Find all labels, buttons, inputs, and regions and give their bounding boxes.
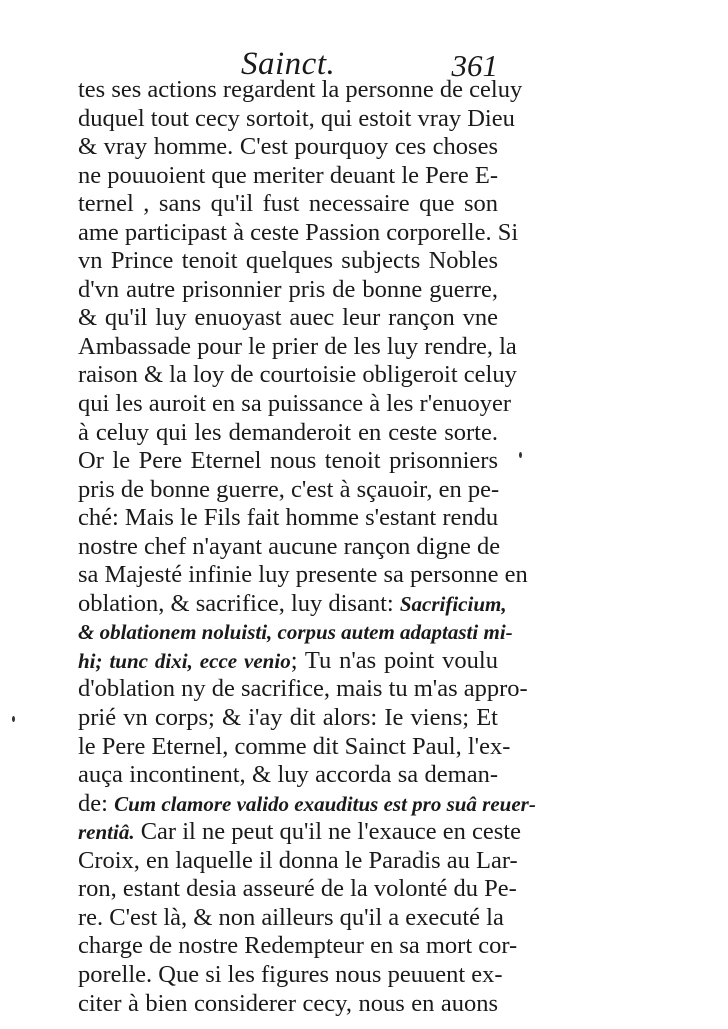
text-segment: ternel , sans qu'il fust necessaire que son: [78, 190, 498, 218]
text-segment: d'oblation ny de sacrifice, mais tu m'as appro-: [78, 675, 528, 703]
text-segment: auça incontinent, & luy accorda sa deman-: [78, 761, 498, 789]
text-segment: raison & la loy de courtoisie obligeroit celuy: [78, 361, 517, 389]
text-line: [78, 561, 528, 590]
text-line: [78, 846, 518, 876]
text-segment: prié vn corps; & i'ay dit alors: Ie viens; Et: [78, 704, 498, 732]
latin-quotation: rentiâ.: [78, 820, 135, 845]
text-segment: ron, estant desia asseuré de la volonté du Pe-: [78, 875, 517, 903]
text-line: [78, 675, 528, 704]
text-line: [78, 476, 498, 505]
text-line: [78, 903, 504, 933]
text-segment: vn Prince tenoit quelques subjects Nobles: [78, 247, 498, 275]
text-line: [78, 990, 498, 1019]
text-segment: sa Majesté infinie luy presente sa personne en: [78, 561, 528, 589]
latin-quotation: Sacrificium,: [399, 591, 507, 616]
text-line: [78, 789, 536, 819]
latin-quotation: Cum clamore valido exauditus est pro suâ reuer-: [114, 791, 536, 816]
text-segment: Ambassade pour le prier de les luy rendre, la: [78, 332, 517, 360]
text-line: [78, 589, 507, 619]
text-segment: charge de nostre Redempteur en sa mort cor-: [78, 932, 518, 960]
text-segment: nostre chef n'ayant aucune rançon digne de: [78, 532, 501, 560]
text-line: [78, 447, 498, 476]
text-line: [78, 647, 498, 676]
text-line: [78, 162, 498, 191]
text-segment: citer à bien considerer cecy, nous en auons: [78, 989, 498, 1017]
ink-speck: [519, 452, 522, 458]
text-segment: ché: Mais le Fils fait homme s'estant rendu: [78, 504, 499, 532]
text-line: [78, 932, 518, 961]
latin-quotation: hi; tunc dixi, ecce venio: [78, 648, 291, 673]
text-segment: duquel tout cecy sortoit, qui estoit vray Dieu: [78, 104, 515, 132]
text-segment: tes ses actions regardent la personne de celuy: [78, 76, 523, 103]
text-segment: & qu'il luy enuoyast auec leur rançon vne: [78, 304, 498, 332]
text-line: [78, 361, 517, 390]
text-segment: de:: [78, 789, 115, 817]
text-segment: & vray homme. C'est pourquoy ces choses: [78, 133, 498, 161]
body-text: [78, 76, 536, 1018]
text-segment: Car il ne peut qu'il ne l'exauce en ceste: [134, 818, 521, 846]
text-line: [78, 704, 498, 733]
text-segment: ; Tu n'as point voulu: [290, 646, 498, 674]
text-line: [78, 276, 498, 305]
text-line: [78, 419, 498, 448]
text-segment: pris de bonne guerre, c'est à sçauoir, en pe-: [78, 475, 500, 503]
text-segment: qui les auroit en sa puissance à les r'enuoyer: [78, 390, 512, 418]
running-title: Sainct.: [241, 46, 336, 82]
text-line: [78, 332, 517, 362]
text-line: [78, 960, 503, 990]
text-segment: le Pere Eternel, comme dit Sainct Paul, l'ex-: [78, 732, 511, 760]
page-number: 361: [451, 48, 498, 83]
text-line: [78, 218, 519, 248]
text-segment: oblation, & sacrifice, luy disant:: [78, 589, 400, 617]
text-line: [78, 76, 523, 105]
text-segment: Croix, en laquelle il donna le Paradis au Lar-: [78, 846, 518, 874]
text-line: [78, 875, 517, 904]
text-line: [78, 133, 498, 162]
latin-quotation: & oblationem noluisti, corpus autem adaptasti mi-: [78, 620, 513, 645]
text-line: [78, 618, 513, 647]
text-line: [78, 818, 521, 847]
text-line: [78, 190, 498, 219]
text-segment: porelle. Que si les figures nous peuuent ex-: [78, 960, 503, 988]
text-line: [78, 247, 498, 276]
text-segment: d'vn autre prisonnier pris de bonne guerre,: [78, 275, 498, 303]
text-line: [78, 390, 512, 419]
text-segment: à celuy qui les demanderoit en ceste sorte.: [78, 418, 498, 446]
text-segment: Or le Pere Eternel nous tenoit prisonniers: [78, 447, 498, 475]
text-segment: re. C'est là, & non ailleurs qu'il a executé la: [78, 903, 504, 931]
text-segment: ne pouuoient que meriter deuant le Pere E-: [78, 161, 498, 189]
text-line: [78, 104, 515, 134]
text-line: [78, 532, 501, 562]
text-line: [78, 504, 498, 533]
ink-speck: [12, 716, 15, 722]
text-line: [78, 732, 511, 762]
text-line: [78, 761, 498, 790]
text-segment: ame participast à ceste Passion corporelle. Si: [78, 218, 519, 246]
text-line: [78, 304, 498, 333]
